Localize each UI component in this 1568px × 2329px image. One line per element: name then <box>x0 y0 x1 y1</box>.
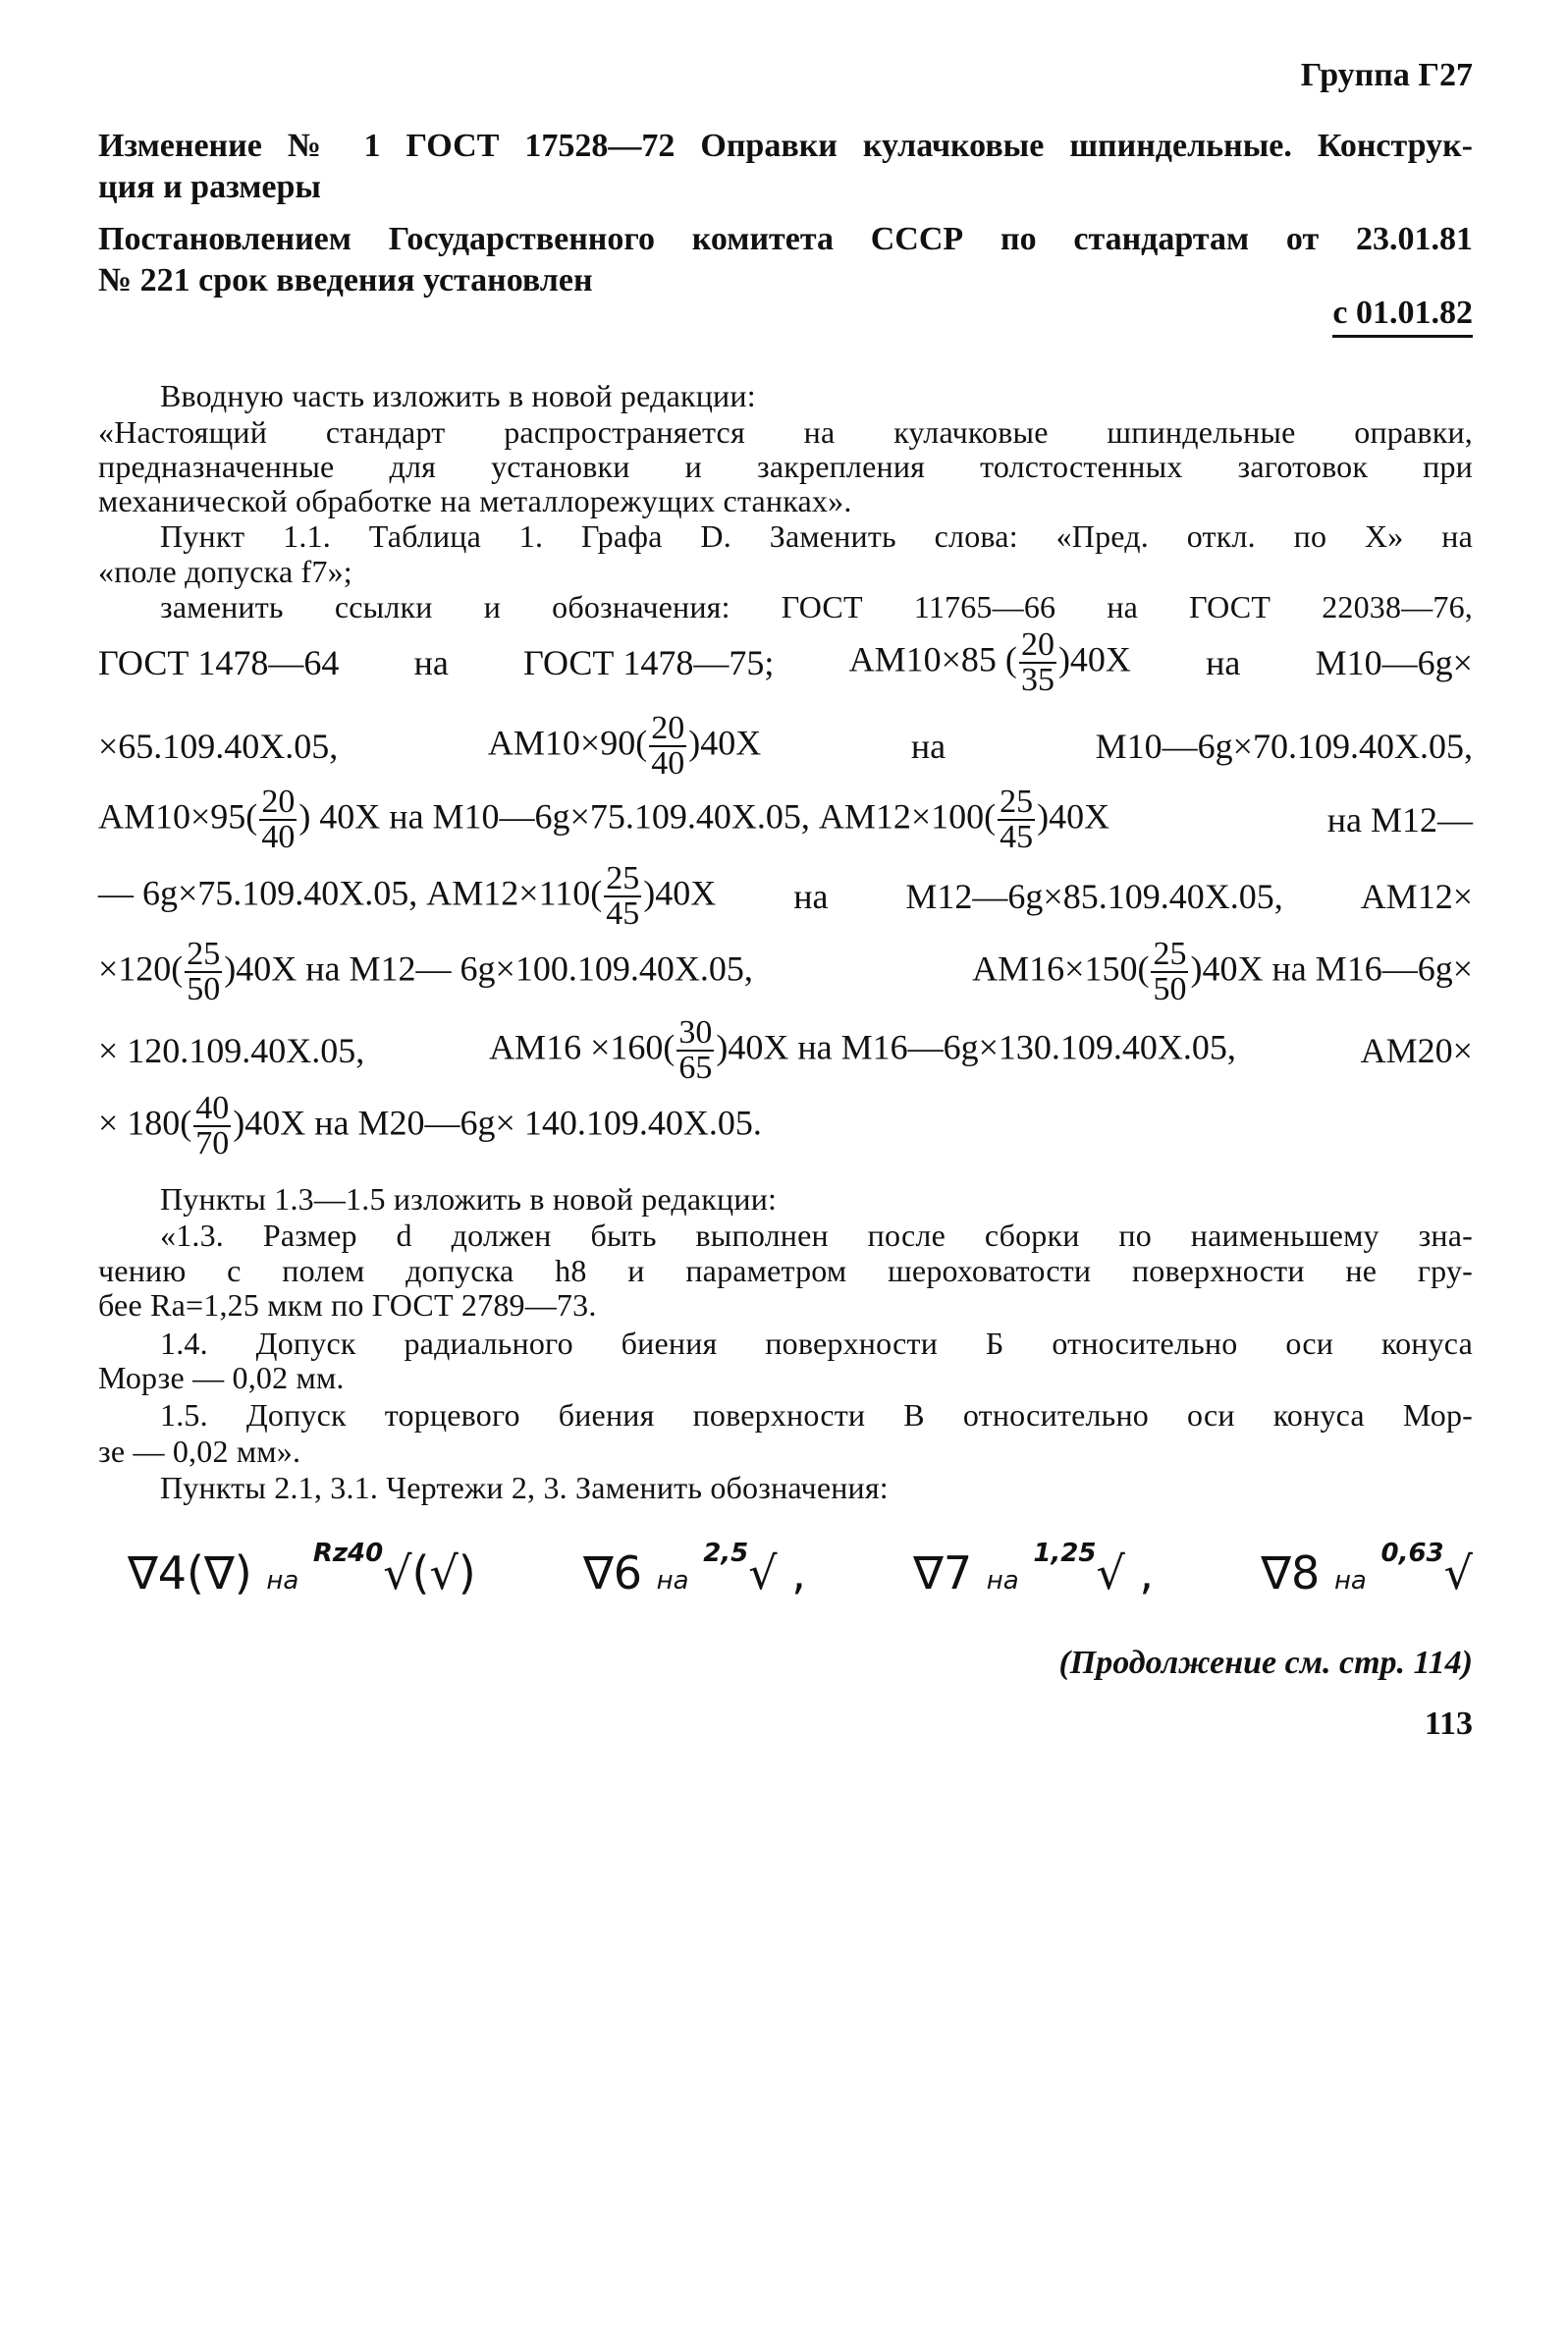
intro-line-5: Пункт 1.1. Таблица 1. Графа D. Заменить слова: «Пред. откл. по X» на <box>160 518 1473 554</box>
fraction <box>259 785 297 854</box>
word-na: на <box>986 1566 1019 1596</box>
word-na: на <box>1333 1566 1367 1596</box>
formula-text: на <box>910 727 946 766</box>
formula-text: на М12— <box>1326 800 1473 840</box>
fraction <box>185 938 222 1006</box>
new-roughness-symbol: √ <box>748 1546 778 1599</box>
formula-text: М10—6g×70.109.40Х.05, <box>1095 727 1473 766</box>
roughness-value: Rz40 <box>312 1539 384 1568</box>
new-roughness-symbol: √ <box>1096 1546 1125 1599</box>
decree-line-1: Постановлением Государственного комитета СССР по стандартам от 23.01.81 <box>98 221 1473 257</box>
formula-text: АМ16 ×160( <box>489 1027 676 1067</box>
fraction <box>649 712 686 781</box>
fraction-denominator: 65 <box>678 1050 713 1086</box>
fraction-denominator: 45 <box>606 895 640 932</box>
formula-text: АМ20× <box>1360 1031 1473 1070</box>
formula-text: )40Х <box>1057 639 1131 679</box>
items-line-4: бее Ra=1,25 мкм по ГОСТ 2789—73. <box>98 1287 597 1323</box>
items-line-2: «1.3. Размер d должен быть выполнен после сборки по наименьшему зна- <box>160 1218 1473 1253</box>
fraction-numerator: 25 <box>606 860 640 896</box>
formula-text: АМ10×90( <box>487 723 648 763</box>
formula-text: ГОСТ 1478—64 <box>98 643 340 682</box>
items-line-5: 1.4. Допуск радиального биения поверхности Б относительно оси конуса <box>160 1326 1473 1361</box>
roughness-value: 2,5 <box>703 1539 749 1568</box>
word-na: на <box>266 1566 299 1596</box>
items-line-1: Пункты 1.3—1.5 изложить в новой редакции: <box>160 1181 778 1217</box>
formula-row-7 <box>98 1092 762 1161</box>
old-roughness-symbol: ∇7 <box>913 1546 973 1599</box>
roughness-group-3 <box>913 1539 1155 1599</box>
formula-text: × 120.109.40Х.05, <box>98 1031 365 1070</box>
separator-comma: , <box>1139 1546 1155 1599</box>
intro-line-3: предназначенные для установки и закрепления толстостенных заготовок при <box>98 449 1473 484</box>
formula-text: АМ16×150( <box>972 948 1150 989</box>
formula-text: ) 40Х на М10—6g×75.109.40Х.05, АМ12×100( <box>298 796 997 837</box>
intro-line-4: механической обработке на металлорежущих станках». <box>98 483 852 518</box>
formula-text: АМ10×95( <box>98 796 258 837</box>
roughness-group-2 <box>582 1539 806 1599</box>
items-line-7: 1.5. Допуск торцевого биения поверхности В относительно оси конуса Мор- <box>160 1397 1473 1433</box>
formula-text: )40Х на М12— 6g×100.109.40Х.05, <box>224 948 753 989</box>
roughness-value: 1,25 <box>1033 1539 1097 1568</box>
fraction-numerator: 40 <box>195 1090 230 1126</box>
fraction-numerator: 20 <box>1020 626 1054 663</box>
new-roughness-symbol: √(√) <box>383 1546 476 1599</box>
fraction-denominator: 35 <box>1020 662 1054 698</box>
fraction-denominator: 40 <box>261 819 296 855</box>
items-line-8: зе — 0,02 мм». <box>98 1434 301 1469</box>
formula-group <box>849 628 1131 697</box>
fraction-denominator: 45 <box>1000 819 1034 855</box>
fraction-numerator: 20 <box>261 784 296 820</box>
fraction-numerator: 25 <box>187 936 221 972</box>
intro-line-7: заменить ссылки и обозначения: ГОСТ 11765—66 на ГОСТ 22038—76, <box>160 589 1473 624</box>
intro-line-1: Вводную часть изложить в новой редакции: <box>160 378 756 413</box>
old-roughness-symbol: ∇4(∇) <box>128 1546 252 1599</box>
formula-group <box>98 1092 762 1161</box>
formula-text: — 6g×75.109.40Х.05, АМ12×110( <box>98 873 603 913</box>
formula-group <box>972 938 1473 1006</box>
roughness-value: 0,63 <box>1380 1539 1444 1568</box>
new-roughness-symbol: √ <box>1443 1546 1473 1599</box>
formula-row-6 <box>98 1016 1473 1085</box>
title-line-2: ция и размеры <box>98 169 321 205</box>
fraction-numerator: 30 <box>678 1014 713 1051</box>
roughness-group-1 <box>128 1539 476 1599</box>
formula-text: )40Х на М16—6g× <box>1190 948 1473 989</box>
title-line-1: Изменение № 1 ГОСТ 17528—72 Оправки кулачковые шпиндельные. Конструк- <box>98 128 1473 164</box>
items-line-3: чению с полем допуска h8 и параметром шероховатости поверхности не гру- <box>98 1253 1473 1288</box>
formula-group <box>489 1016 1236 1085</box>
formula-text: АМ10×85 ( <box>848 639 1017 679</box>
formula-text: ГОСТ 1478—75; <box>523 643 775 682</box>
items-line-9: Пункты 2.1, 3.1. Чертежи 2, 3. Заменить обозначения: <box>160 1470 889 1505</box>
fraction-denominator: 70 <box>195 1125 230 1162</box>
formula-row-1 <box>98 628 1473 697</box>
formula-group <box>98 862 716 931</box>
roughness-group-4 <box>1261 1539 1473 1599</box>
continuation-note: (Продолжение см. стр. 114) <box>1058 1645 1473 1681</box>
formula-text: М12—6g×85.109.40Х.05, <box>905 877 1283 916</box>
formula-text: на <box>793 877 829 916</box>
old-roughness-symbol: ∇6 <box>582 1546 643 1599</box>
old-roughness-symbol: ∇8 <box>1261 1546 1321 1599</box>
formula-text: )40Х на М20—6g× 140.109.40Х.05. <box>233 1103 762 1143</box>
formula-text: )40Х на М16—6g×130.109.40Х.05, <box>716 1027 1236 1067</box>
formula-text: АМ12× <box>1360 877 1473 916</box>
formula-text: ×65.109.40Х.05, <box>98 727 339 766</box>
fraction <box>1151 938 1188 1006</box>
effective-date: с 01.01.82 <box>1332 295 1473 338</box>
fraction-numerator: 25 <box>1153 936 1187 972</box>
separator-comma: , <box>791 1546 806 1599</box>
page-number: 113 <box>1424 1706 1473 1742</box>
formula-text: ×120( <box>98 948 184 989</box>
fraction-numerator: 20 <box>651 710 685 746</box>
intro-line-6: «поле допуска f7»; <box>98 554 352 589</box>
group-label: Группа Г27 <box>1300 57 1473 93</box>
formula-group <box>488 712 761 781</box>
formula-group <box>98 938 753 1006</box>
fraction <box>676 1016 714 1085</box>
fraction-denominator: 40 <box>651 745 685 782</box>
formula-text: )40Х <box>643 873 717 913</box>
formula-row-5 <box>98 938 1473 1006</box>
formula-text: × 180( <box>98 1103 192 1143</box>
fraction <box>604 862 641 931</box>
fraction-denominator: 50 <box>187 971 221 1007</box>
formula-text: на <box>1206 643 1241 682</box>
fraction <box>998 785 1035 854</box>
word-na: на <box>656 1566 689 1596</box>
formula-text: на <box>413 643 449 682</box>
formula-row-2 <box>98 712 1473 781</box>
items-line-6: Морзе — 0,02 мм. <box>98 1360 345 1395</box>
fraction <box>193 1092 231 1161</box>
fraction-numerator: 25 <box>1000 784 1034 820</box>
formula-text: )40Х <box>1037 796 1110 837</box>
fraction <box>1019 628 1056 697</box>
fraction-denominator: 50 <box>1153 971 1187 1007</box>
decree-line-2: № 221 срок введения установлен <box>98 262 593 298</box>
intro-line-2: «Настоящий стандарт распространяется на кулачковые шпиндельные оправки, <box>98 414 1473 450</box>
formula-row-3 <box>98 785 1473 854</box>
roughness-row <box>128 1539 1473 1599</box>
formula-group <box>98 785 1109 854</box>
formula-text: )40Х <box>688 723 762 763</box>
formula-text: М10—6g× <box>1315 643 1473 682</box>
formula-row-4 <box>98 862 1473 931</box>
